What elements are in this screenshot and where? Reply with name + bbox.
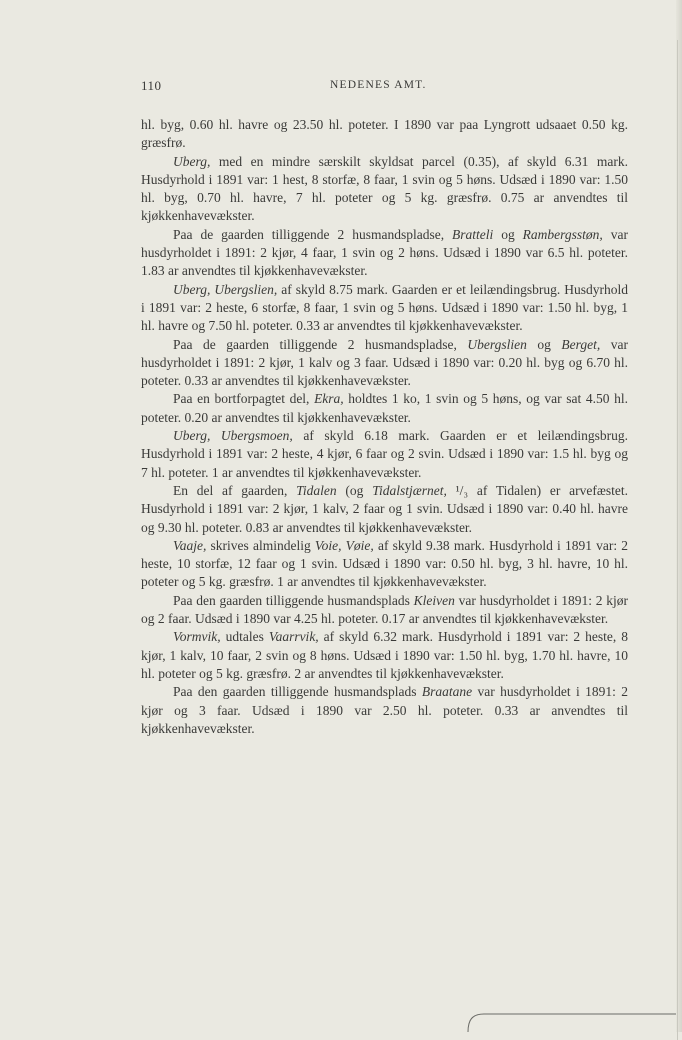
paragraph	[141, 390, 628, 427]
paragraph	[141, 537, 628, 592]
text-run: af skyld 9.38 mark. Husdyrhold i 1891 var: 2 heste, 10 storfæ, 12 faar og 1 svin. Udsæd i 1890 var: 0.50 hl. byg, 3 hl. havre, 10 hl. poteter og 5 kg. græsfrø. 1 ar anvendtes til kjøkkenhavevækster.	[141, 537, 629, 590]
place-name: Tidalen	[296, 482, 337, 498]
paragraph	[141, 153, 628, 226]
body-text	[141, 116, 628, 738]
text-run: Paa den gaarden tilliggende husmandsplads	[173, 684, 422, 700]
place-name: Braatane	[421, 684, 473, 700]
paragraph	[141, 427, 628, 482]
place-name: Uberg, Ubergsmoen,	[173, 428, 293, 444]
place-name: Ubergslien	[467, 336, 527, 352]
text-run: Paa en bortforpagtet del,	[173, 391, 315, 407]
text-run: Paa de gaarden tilliggende 2 husmandspladse,	[173, 336, 468, 352]
text-run: Paa de gaarden tilliggende 2 husmandspladse,	[173, 226, 453, 242]
text-run: Paa den gaarden tilliggende husmandsplads	[173, 592, 414, 608]
text-run: skrives almindelig	[206, 537, 315, 553]
paragraph	[141, 482, 628, 537]
text-run: med en mindre særskilt skyldsat parcel (0.35), af skyld 6.31 mark. Husdyrhold i 1891 var: 1 hest, 8 storfæ, 8 faar, 1 svin og 5 høns. Udsæd i 1890 var: 1.50 hl. byg, 0.70 hl. havre, 7 hl. poteter og 5 kg. græsfrø. 0.75 ar anvendtes til kjøkkenhavevækster.	[141, 153, 628, 224]
running-title: NEDENES AMT.	[330, 79, 427, 91]
place-name: Tidalstjærnet,	[372, 482, 447, 498]
text-run: holdtes 1 ko, 1 svin og 5 høns, og var sat 4.50 hl. poteter. 0.20 ar anvendtes til kjøkkenhavevækster.	[141, 391, 628, 425]
text-run: af skyld 8.75 mark. Gaarden er et leilændingsbrug. Husdyrhold i 1891 var: 2 heste, 6 storfæ, 8 faar, 1 svin og 5 høns. Udsæd i 1890 var: 1.50 hl. byg, 1 hl. havre og 7.50 hl. poteter. 0.33 ar anvendtes til kjøkkenhavevækster.	[141, 281, 628, 334]
paragraph	[141, 226, 628, 281]
text-run: var husdyrholdet i 1891: 2 kjør og 2 faar. Udsæd i 1890 var 4.25 hl. poteter. 0.17 ar anvendtes til kjøkkenhavevækster.	[141, 592, 628, 627]
place-name: Berget,	[561, 336, 601, 352]
text-run: af skyld 6.18 mark. Gaarden er et leilændingsbrug. Husdyrhold i 1891 var: 2 heste, 4 kjør, 6 faar og 2 svin. Udsæd i 1890 var: 1.5 hl. byg og 7 hl. poteter. 1 ar anvendtes til kjøkkenhavevækster.	[141, 428, 629, 480]
text-run: udtales	[220, 629, 269, 645]
place-name: Vormvik,	[173, 629, 221, 645]
text-run: var husdyrholdet i 1891: 2 kjør og 3 faar. Udsæd i 1890 var 2.50 hl. poteter. 0.33 ar anvendtes til kjøkkenhavevækster.	[141, 684, 628, 736]
place-name: Bratteli	[452, 226, 494, 242]
place-name: Uberg,	[173, 153, 211, 169]
page-corner-mark	[462, 1006, 682, 1032]
place-name: Kleiven	[413, 592, 455, 608]
paragraph	[141, 628, 628, 683]
paragraph	[141, 683, 628, 738]
text-run: ¹/₃ af Tidalen) er arvefæstet. Husdyrhold i 1891 var: 2 kjør, 1 kalv, 2 faar og 1 svin. Udsæd i 1890 var: 0.40 hl. havre og 9.30 hl. poteter. 0.83 ar anvendtes til kjøkkenhavevækster.	[141, 482, 629, 535]
place-name: Uberg, Ubergslien,	[173, 281, 278, 297]
text-run: af skyld 6.32 mark. Husdyrhold i 1891 var: 2 heste, 8 kjør, 1 kalv, 10 faar, 2 svin og 8 høns. Udsæd i 1890 var: 1.50 hl. byg, 1.70 hl. havre, 10 hl. poteter og 5 kg. græsfrø. 2 ar anvendtes til kjøkkenhavevækster.	[141, 629, 628, 681]
page-edge-line	[677, 40, 678, 1040]
paragraph	[141, 116, 628, 153]
place-name: Rambergsstøn,	[522, 226, 603, 242]
text-run: og	[526, 336, 562, 352]
page-number: 110	[141, 78, 162, 93]
text-run: var husdyrholdet i 1891: 2 kjør, 1 kalv og 3 faar. Udsæd i 1890 var: 0.20 hl. byg og 6.70 hl. poteter. 0.33 ar anvendtes til kjøkkenhavevækster.	[141, 336, 628, 389]
paragraph	[141, 281, 628, 336]
paragraph	[141, 592, 628, 629]
text-run: var husdyrholdet i 1891: 2 kjør, 4 faar, 1 svin og 2 høns. Udsæd i 1890 var 6.5 hl. poteter. 1.83 ar anvendtes til kjøkkenhavevækster.	[141, 226, 628, 279]
place-name: Vaaje,	[173, 537, 207, 553]
place-name: Voie, Vøie,	[314, 537, 374, 553]
text-run: og	[493, 226, 523, 242]
place-name: Vaarrvik,	[268, 629, 319, 645]
text-run: hl. byg, 0.60 hl. havre og 23.50 hl. poteter. I 1890 var paa Lyngrott udsaaet 0.50 kg. græsfrø.	[141, 117, 628, 151]
paragraph	[141, 336, 628, 391]
text-run: (og	[336, 482, 373, 498]
place-name: Ekra,	[314, 391, 344, 407]
text-run: En del af gaarden,	[173, 482, 297, 498]
